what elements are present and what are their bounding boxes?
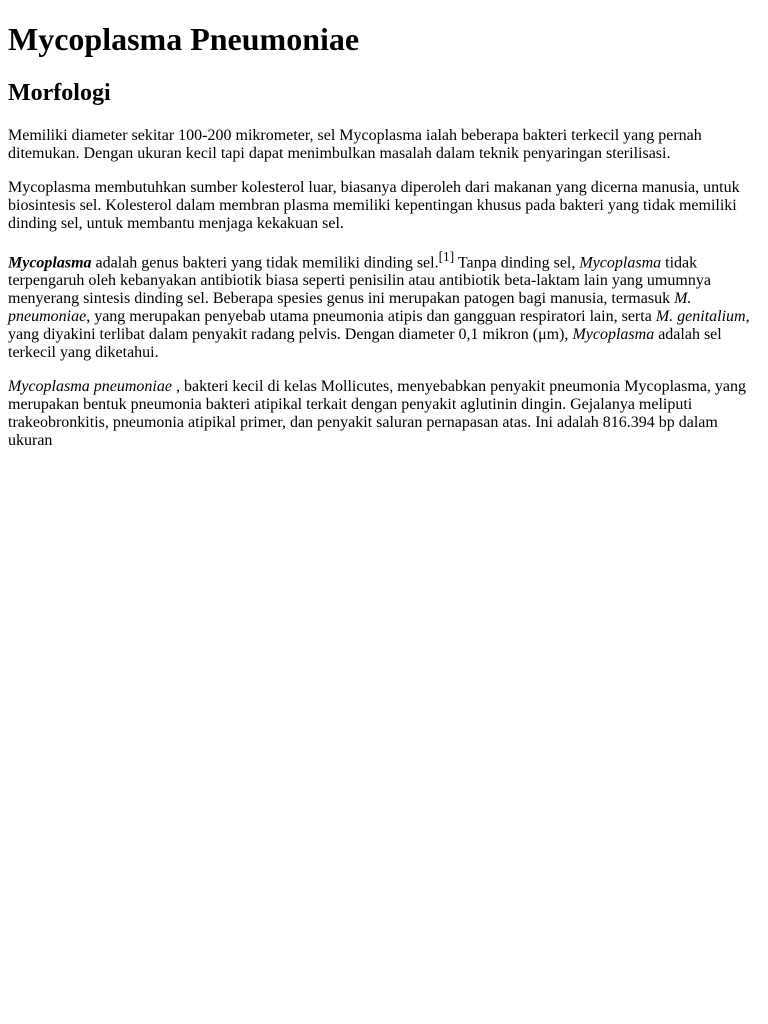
text-run: dan [422, 308, 454, 326]
link-m-pneumoniae-label: M. pneumoniae [8, 290, 692, 326]
link-dinding-sel[interactable]: dinding sel. [363, 254, 439, 272]
text-run: Tanpa dinding sel, [454, 254, 580, 272]
link-antibiotik[interactable]: antibiotik [200, 272, 262, 290]
text-run: (μm), [528, 326, 573, 344]
text-run: lain, serta [585, 308, 656, 326]
link-penisilin[interactable]: penisilin [349, 272, 405, 290]
link-beta-laktam[interactable]: beta-laktam [504, 272, 580, 290]
link-genus[interactable]: genus [141, 254, 179, 272]
link-bakteri[interactable]: bakteri [182, 254, 228, 272]
link-m-genitalium-label: M. genitalium [655, 308, 746, 326]
body-text [8, 127, 760, 450]
text-run: adalah sel terkecil yang diketahui. [8, 326, 722, 362]
link-gangguan-respiratori[interactable]: gangguan respiratori [453, 308, 586, 326]
citation-link-1[interactable]: [1] [438, 248, 455, 264]
text-run: biasa seperti [261, 272, 350, 290]
link-pneumonia-atipis[interactable]: pneumonia atipis [312, 308, 423, 326]
text-run: atau antibiotik [404, 272, 505, 290]
paragraph-4 [8, 378, 760, 450]
document-title: Mycoplasma Pneumoniae [8, 21, 360, 58]
text-run: adalah [91, 254, 142, 272]
paragraph-2: Mycoplasma membutuhkan sumber kolesterol luar, biasanya diperoleh dari makanan yang dicerna manusia, untuk biosintesis sel. Kolesterol dalam membran plasma memiliki kepentingan khusus pada bakteri yang tidak memiliki dinding sel, untuk membantu menjaga kekakuan sel. [8, 178, 740, 232]
text-run: genus ini merupakan [322, 290, 464, 308]
link-mikron[interactable]: mikron [482, 326, 529, 344]
term-mycoplasma: Mycoplasma [8, 254, 92, 272]
term-mycoplasma-pneumoniae: Mycoplasma pneumoniae [8, 378, 172, 396]
text-run: bagi manusia, termasuk [514, 290, 675, 308]
text-run: lain yang umumnya menyerang sintesis dinding sel. Beberapa [8, 272, 711, 308]
text-run: , yang merupakan penyebab utama [86, 308, 313, 326]
link-penyakit-radang-pelvis[interactable]: penyakit radang pelvis [191, 326, 337, 344]
link-patogen[interactable]: patogen [463, 290, 515, 308]
text-run: yang tidak memiliki [227, 254, 364, 272]
section-heading-morfologi: Morfologi [8, 79, 111, 106]
text-run: tidak terpengaruh oleh kebanyakan [8, 254, 698, 290]
term-mycoplasma: Mycoplasma [579, 254, 662, 272]
text-run: , yang diyakini terlibat dalam [8, 308, 750, 344]
term-mycoplasma: Mycoplasma [572, 326, 655, 344]
paragraph-1: Memiliki diameter sekitar 100-200 mikrometer, sel Mycoplasma ialah beberapa bakteri terkecil yang pernah ditemukan. Dengan ukuran kecil tapi dapat menimbulkan masalah dalam teknik penyaringan sterilisasi. [8, 126, 702, 162]
paragraph-3 [8, 249, 760, 362]
link-spesies[interactable]: spesies [277, 290, 323, 308]
text-run: , bakteri kecil di kelas Mollicutes, menyebabkan penyakit pneumonia Mycoplasma, yang merupakan bentuk pneumonia bakteri atipikal terkait dengan penyakit aglutinin dingin. Gejalanya meliputi trakeobronkitis, pneumonia atipikal primer, dan penyakit saluran pernapasan atas. Ini adalah 816.394 bp dalam ukuran [8, 378, 747, 450]
text-run: . Dengan diameter 0,1 [336, 326, 483, 344]
link-m-genitalium[interactable] [656, 308, 746, 325]
